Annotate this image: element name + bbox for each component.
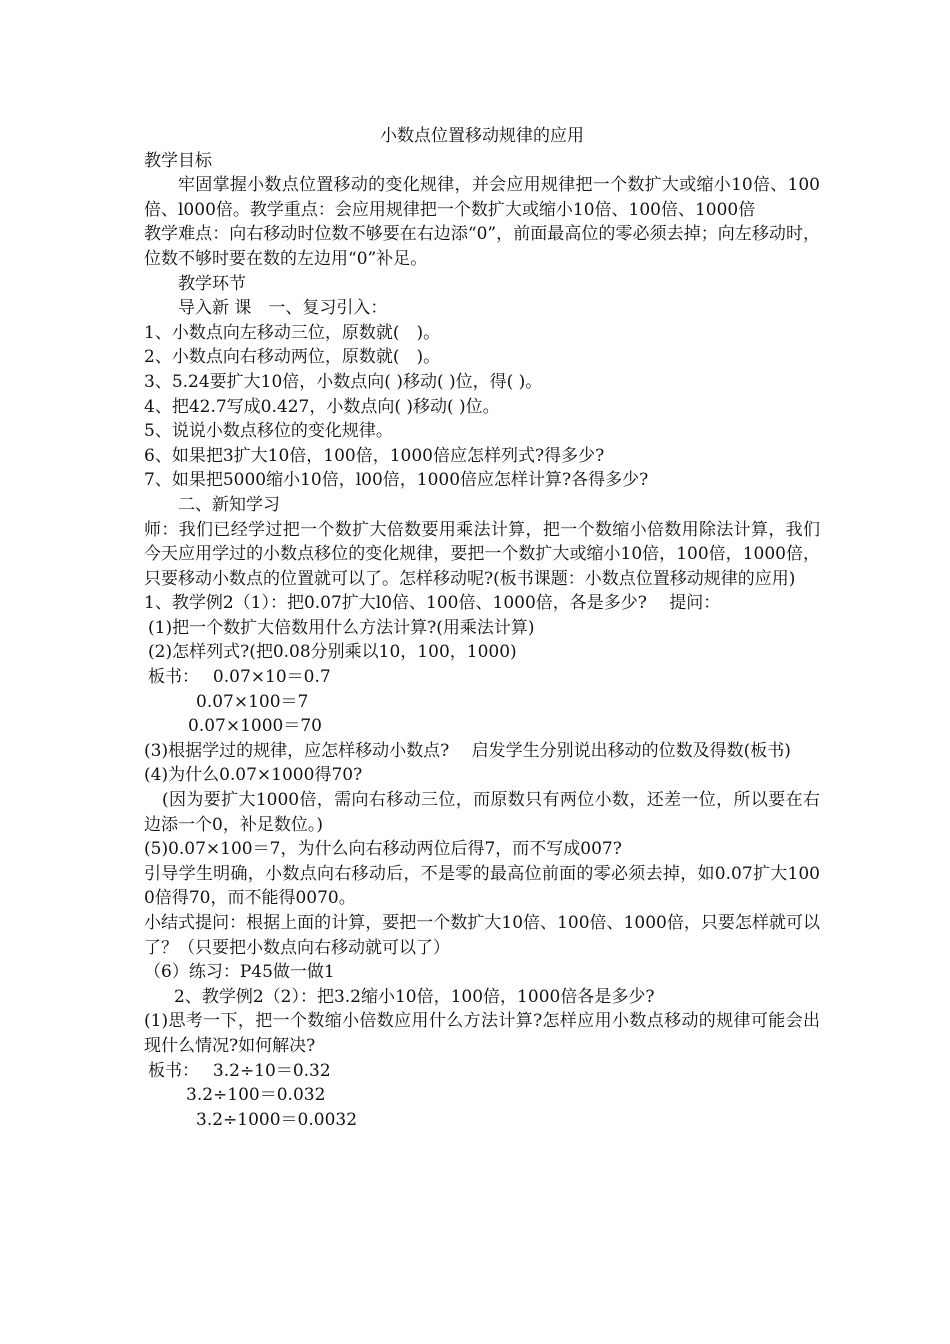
list-item: 4、把42.7写成0.427，小数点向( )移动( )位。 bbox=[144, 396, 500, 417]
formula-line: 0.07×1000＝70 bbox=[188, 716, 322, 737]
paragraph: 牢固掌握小数点位置移动的变化规律，并会应用规律把一个数扩大或缩小10倍、100倍、l000倍。教学重点：会应用规律把一个数扩大或缩小10倍、100倍、1000倍 bbox=[144, 175, 820, 220]
formula-line: 板书： 0.07×10＝0.7 bbox=[148, 667, 331, 688]
list-item: 7、如果把5000缩小10倍，l00倍，1000倍应怎样计算?各得多少? bbox=[144, 470, 649, 491]
list-item: 6、如果把3扩大10倍，100倍，1000倍应怎样列式?得多少? bbox=[144, 445, 605, 466]
section-heading: 教学环节 bbox=[178, 273, 246, 294]
paragraph: 师：我们已经学过把一个数扩大倍数要用乘法计算，把一个数缩小倍数用除法计算，我们今天应用学过的小数点移位的变化规律，要把一个数扩大或缩小10倍，100倍，1000倍，只要移动小数点的位置就可以了。怎样移动呢?(板书课题：小数点位置移动规律的应用) bbox=[144, 519, 820, 589]
list-item: (5)0.07×100＝7，为什么向右移动两位后得7，而不写成007? bbox=[144, 839, 622, 860]
section-heading: 二、新知学习 bbox=[178, 494, 280, 515]
list-item: (1)思考一下，把一个数缩小倍数应用什么方法计算?怎样应用小数点移动的规律可能会出现什么情况?如何解决? bbox=[144, 1011, 820, 1056]
document-title: 小数点位置移动规律的应用 bbox=[380, 126, 584, 146]
list-item: (3)根据学过的规律，应怎样移动小数点? 启发学生分别说出移动的位数及得数(板书) bbox=[144, 740, 791, 761]
list-item: 3、5.24要扩大10倍，小数点向( )移动( )位，得( )。 bbox=[144, 371, 543, 392]
paragraph: 教学难点：向右移动时位数不够要在右边添“0”，前面最高位的零必须去掉；向左移动时，位数不够时要在数的左边用“0”补足。 bbox=[144, 224, 820, 269]
formula-line: 板书： 3.2÷10＝0.32 bbox=[148, 1060, 331, 1081]
section-heading: 导入新 课 一、复习引入： bbox=[178, 298, 388, 319]
section-heading: 教学目标 bbox=[144, 150, 212, 171]
list-item: 2、小数点向右移动两位，原数就( )。 bbox=[144, 347, 441, 368]
paragraph: 引导学生明确，小数点向右移动后，不是零的最高位前面的零必须去掉，如0.07扩大1000倍得70，而不能得0070。 bbox=[144, 863, 820, 909]
formula-line: 0.07×100＝7 bbox=[196, 691, 309, 712]
list-item: 5、说说小数点移位的变化规律。 bbox=[144, 421, 393, 442]
list-item: 1、小数点向左移动三位，原数就( )。 bbox=[144, 322, 441, 343]
formula-line: 3.2÷100＝0.032 bbox=[186, 1085, 326, 1106]
document-body bbox=[144, 124, 820, 1132]
paragraph: 小结式提问：根据上面的计算，要把一个数扩大10倍、100倍、1000倍，只要怎样就可以了？（只要把小数点向右移动就可以了） bbox=[144, 913, 820, 958]
list-item: 1、教学例2（1）：把0.07扩大l0倍、100倍、1000倍，各是多少? 提问： bbox=[144, 593, 721, 614]
list-item: (1)把一个数扩大倍数用什么方法计算?(用乘法计算) bbox=[148, 617, 535, 638]
list-item: (2)怎样列式?(把0.08分别乘以10，100，1000) bbox=[148, 642, 517, 663]
list-item: （6）练习：P45做一做1 bbox=[144, 962, 335, 983]
list-item: (4)为什么0.07×1000得70? bbox=[144, 765, 363, 786]
paragraph: (因为要扩大1000倍，需向右移动三位，而原数只有两位小数，还差一位，所以要在右边添一个0，补足数位。) bbox=[144, 790, 820, 835]
formula-line: 3.2÷1000＝0.0032 bbox=[196, 1109, 358, 1130]
list-item: 2、教学例2（2）：把3.2缩小10倍，100倍，1000倍各是多少? bbox=[174, 986, 655, 1007]
